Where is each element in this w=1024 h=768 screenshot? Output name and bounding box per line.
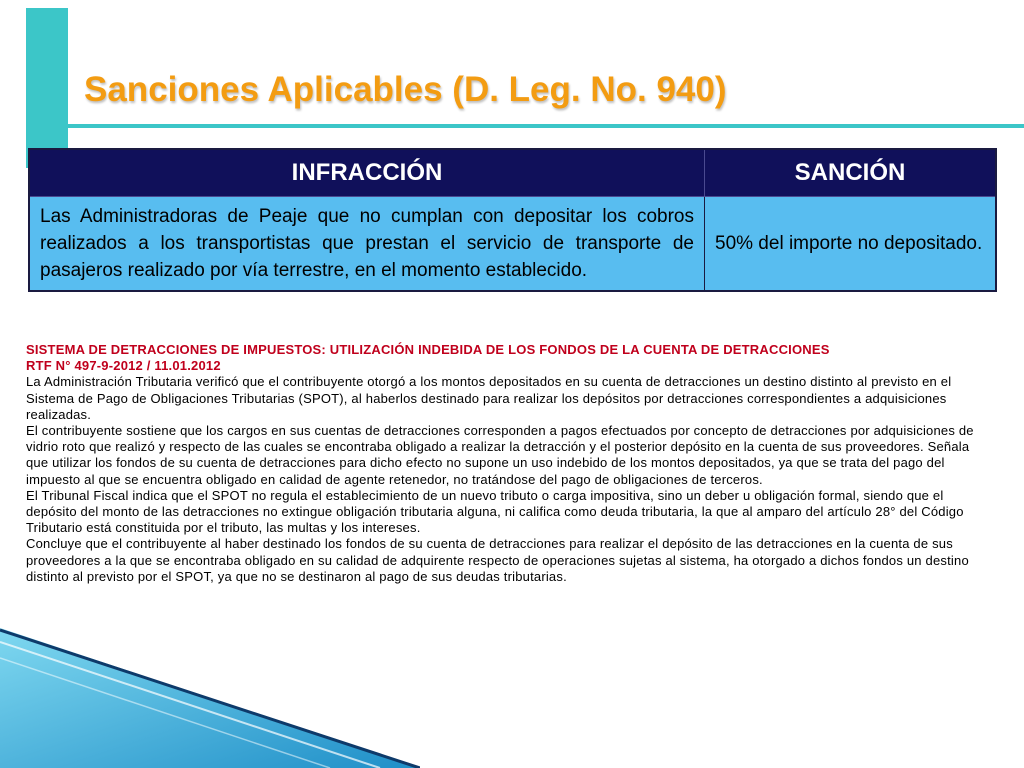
accent-line <box>26 124 1024 128</box>
detail-paragraph: Concluye que el contribuyente al haber destinado los fondos de su cuenta de detracciones para realizar el depósito de las detracciones en la cuenta de sus proveedores a la que se encontraba obligado en su calidad de adquirente respecto de operaciones sujetas al sistema, ha otorgado a dichos fondos un destino distinto al previsto por el SPOT, ya que no se destinaron al pago de sus deudas tributarias. <box>26 536 969 584</box>
table-row <box>29 197 996 292</box>
accent-bar <box>26 8 68 168</box>
detail-reference: RTF N° 497-9-2012 / 11.01.2012 <box>26 358 221 374</box>
detail-text-block <box>26 342 992 585</box>
cell-infraccion: Las Administradoras de Peaje que no cumplan con depositar los cobros realizados a los transportistas que prestan el servicio de transporte de pasajeros realizado por vía terrestre, en el momento establecido. <box>29 197 705 292</box>
detail-paragraph: La Administración Tributaria verificó que el contribuyente otorgó a los montos depositados en su cuenta de detracciones un destino distinto al previsto en el Sistema de Pago de Obligaciones Tributarias (SPOT), al haberlos destinado para realizar los depósitos por detracciones correspondientes a adquisiciones realizadas. <box>26 374 952 422</box>
corner-decoration <box>0 628 420 768</box>
detail-paragraph: El contribuyente sostiene que los cargos en sus cuentas de detracciones corresponden a pagos efectuados por concepto de detracciones por adquisiciones de vidrio roto que realizó y respecto de las cuales se encontraba obligado a realizar la detracción y el posterior depósito en la cuenta de sus proveedores. Señala que utilizar los fondos de su cuenta de detracciones para dicho efecto no supone un uso indebido de los montos depositados, ya que se trata del pago del impuesto al que se encuentra obligado en calidad de agente retenedor, no tratándose del pago de obligaciones de terceros. <box>26 423 974 487</box>
sanctions-table <box>28 148 997 292</box>
header-sancion: SANCIÓN <box>705 149 997 197</box>
slide-title: Sanciones Aplicables (D. Leg. No. 940) <box>84 70 727 109</box>
detail-paragraph: El Tribunal Fiscal indica que el SPOT no regula el establecimiento de un nuevo tributo o carga impositiva, sino un deber u obligación formal, siendo que el depósito del monto de las detracciones no extingue obligación tributaria alguna, ni califica como deuda tributaria, la que al amparo del artículo 28° del Código Tributario está constituida por el tributo, las multas y los intereses. <box>26 487 964 536</box>
cell-sancion: 50% del importe no depositado. <box>705 197 997 292</box>
table-header-row <box>29 149 996 197</box>
header-infraccion: INFRACCIÓN <box>29 149 705 197</box>
detail-heading: SISTEMA DE DETRACCIONES DE IMPUESTOS: UTILIZACIÓN INDEBIDA DE LOS FONDOS DE LA CUENTA DE DETRACCIONES <box>26 342 830 357</box>
